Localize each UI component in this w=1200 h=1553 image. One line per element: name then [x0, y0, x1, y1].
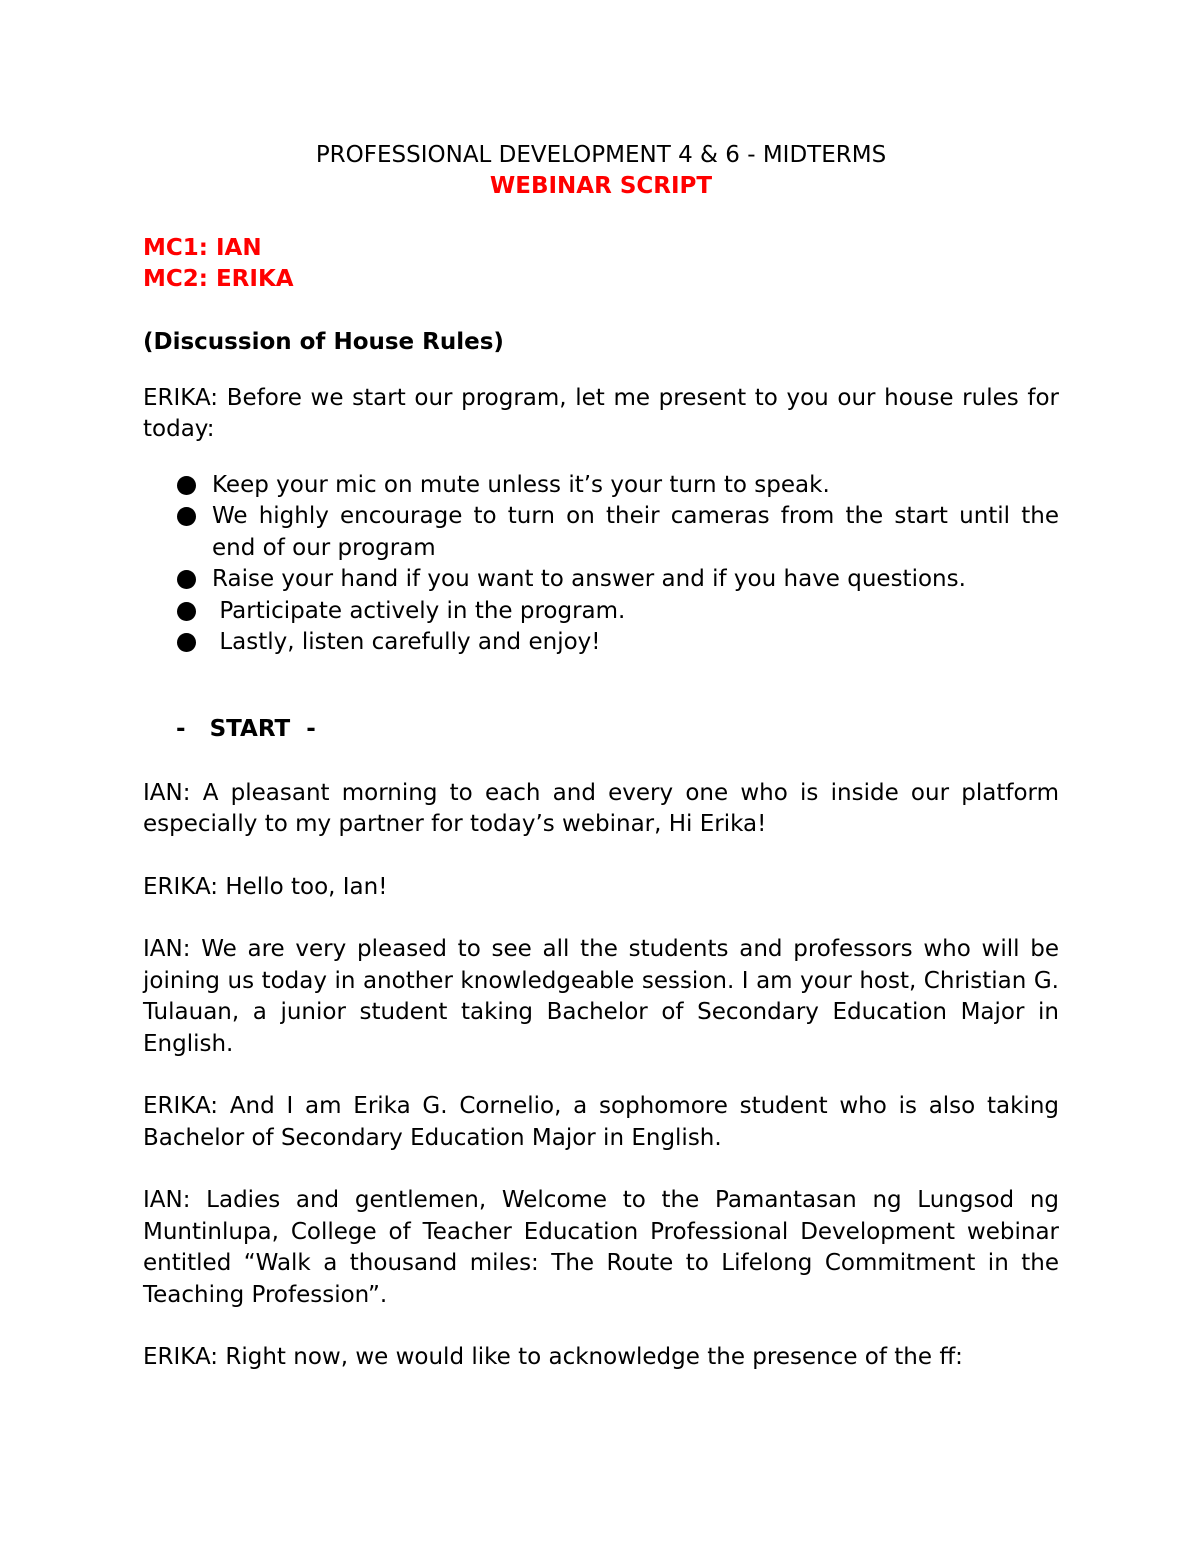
bullet-icon	[177, 633, 196, 652]
list-item	[143, 627, 1059, 659]
list-item	[143, 596, 1059, 628]
list-item	[143, 564, 1059, 596]
mc2-label: MC2: ERIKA	[143, 266, 294, 292]
list-item	[143, 470, 1059, 502]
house-rules-list	[143, 470, 1059, 659]
bullet-icon	[177, 507, 196, 526]
rule-text: Lastly, listen carefully and enjoy!	[212, 629, 601, 655]
dialogue-paragraph: IAN: Ladies and gentlemen, Welcome to the Pamantasan ng Lungsod ng Muntinlupa, College of Teacher Education Professional Development webinar entitled “Walk a thousand miles: The Route to Lifelong Commitment in the Teaching Profession”.	[143, 1187, 1059, 1308]
document-page	[143, 140, 1059, 1374]
intro-paragraph: ERIKA: Before we start our program, let me present to you our house rules for today:	[143, 384, 1059, 442]
mc1-label: MC1: IAN	[143, 235, 262, 261]
document-title: PROFESSIONAL DEVELOPMENT 4 & 6 - MIDTERMS	[315, 142, 887, 168]
dialogue-paragraph: IAN: We are very pleased to see all the students and professors who will be joining us today in another knowledgeable session. I am your host, Christian G. Tulauan, a junior student taking Bachelor of Secondary Education Major in English.	[143, 936, 1059, 1057]
dialogue-paragraph: ERIKA: Hello too, Ian!	[143, 873, 388, 900]
bullet-icon	[177, 476, 196, 495]
list-item	[143, 501, 1059, 564]
dialogue-paragraph: ERIKA: Right now, we would like to acknowledge the presence of the ff:	[143, 1344, 963, 1370]
rule-text: We highly encourage to turn on their cameras from the start until the end of our program	[212, 503, 1059, 561]
section-heading-house-rules: (Discussion of House Rules)	[143, 329, 504, 355]
dialogue-paragraph: IAN: A pleasant morning to each and every one who is inside our platform especially to my partner for today’s webinar, Hi Erika!	[143, 779, 1059, 837]
start-marker: - START -	[176, 715, 316, 742]
dialogue-paragraph: ERIKA: And I am Erika G. Cornelio, a sophomore student who is also taking Bachelor of Secondary Education Major in English.	[143, 1093, 1059, 1151]
bullet-icon	[177, 570, 196, 589]
rule-text: Raise your hand if you want to answer and if you have questions.	[212, 566, 966, 592]
rule-text: Keep your mic on mute unless it’s your turn to speak.	[212, 471, 830, 498]
rule-text: Participate actively in the program.	[212, 597, 626, 624]
bullet-icon	[177, 602, 196, 621]
document-subtitle: WEBINAR SCRIPT	[489, 173, 713, 199]
